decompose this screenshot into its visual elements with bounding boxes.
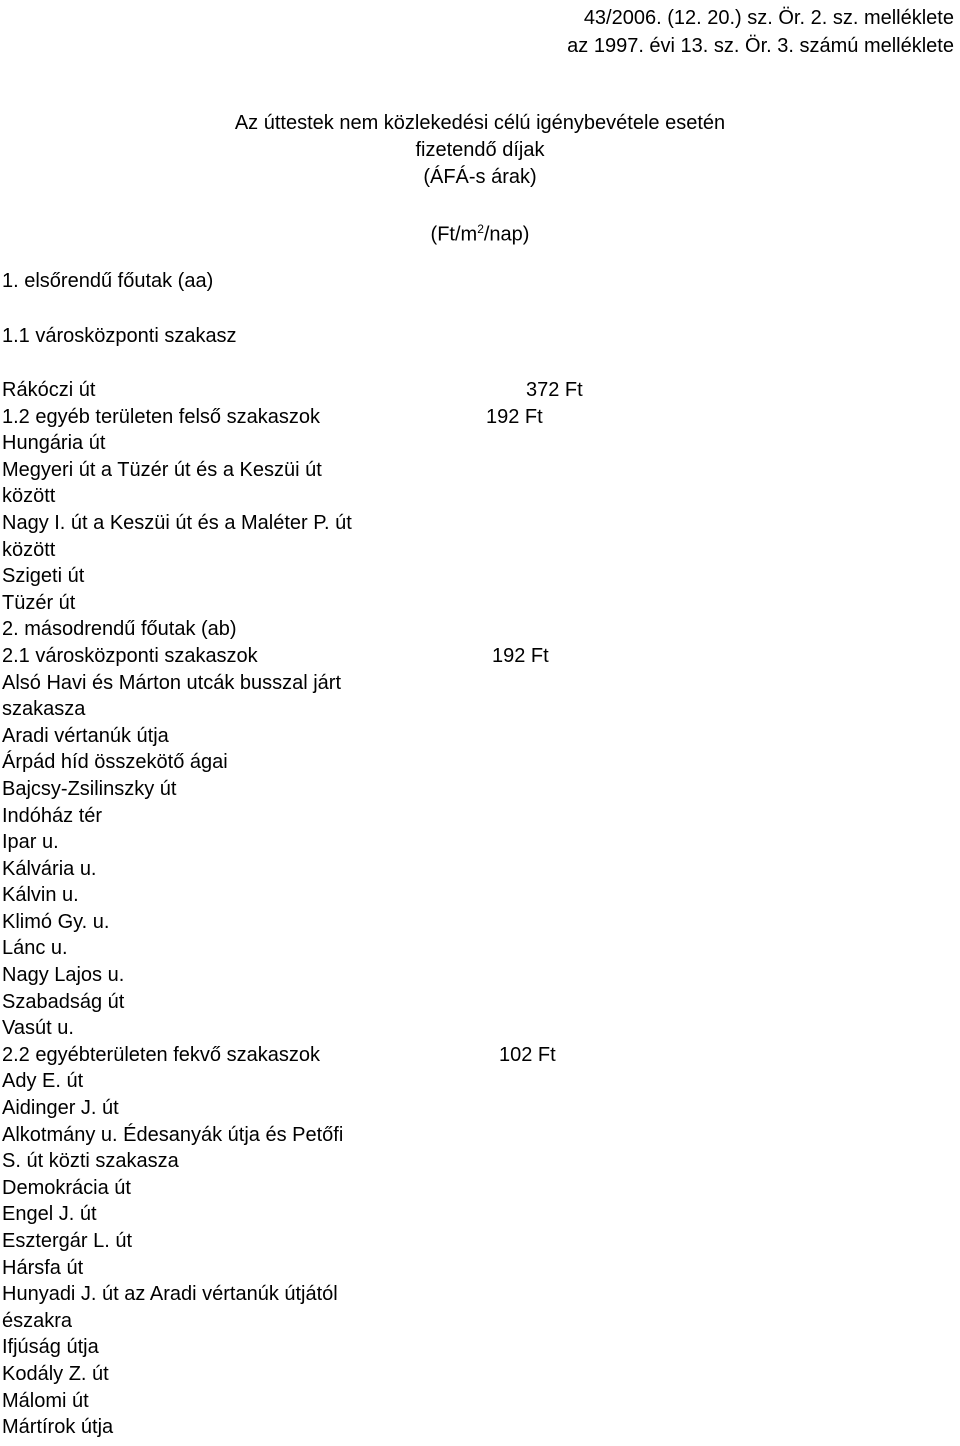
list-item (2, 749, 942, 776)
road-name: között (2, 538, 56, 561)
road-name: Engel J. út (2, 1203, 97, 1226)
road-name: Alsó Havi és Márton utcák busszal járt (2, 671, 342, 694)
list-item (2, 935, 942, 962)
list-item (2, 1095, 942, 1122)
list-item (2, 1068, 942, 1095)
section-heading-1: 1. elsőrendű főutak (aa) (2, 270, 214, 292)
list-item (2, 882, 942, 909)
road-name: Hungária út (2, 432, 106, 455)
list-item (2, 776, 942, 803)
document-title (0, 110, 960, 191)
title-line-3: (ÁFÁ-s árak) (423, 166, 537, 188)
road-name: Rákóczi út (2, 379, 96, 401)
road-name: Tüzér út (2, 591, 76, 614)
price-value: 192 Ft (492, 644, 549, 667)
road-name: S. út közti szakasza (2, 1150, 179, 1173)
list-item (2, 856, 942, 883)
list-item (2, 1361, 942, 1388)
list-item (2, 483, 942, 510)
list-item (2, 590, 942, 617)
road-name: Árpád híd összekötő ágai (2, 751, 228, 774)
road-name: között (2, 485, 56, 508)
list-item (2, 803, 942, 830)
list-item (2, 1122, 942, 1149)
road-name: Szigeti út (2, 565, 85, 588)
list-item (2, 1015, 942, 1042)
list-item (2, 1414, 942, 1441)
road-name: Szabadság út (2, 990, 125, 1013)
road-name: Bajcsy-Zsilinszky út (2, 777, 177, 800)
list-item (2, 1175, 942, 1202)
road-name: 2. másodrendű főutak (ab) (2, 618, 237, 641)
road-name: szakasza (2, 698, 86, 721)
list-item (2, 1228, 942, 1255)
road-name: Kálvin u. (2, 884, 79, 907)
road-name: Klimó Gy. u. (2, 910, 110, 933)
list-item (2, 1148, 942, 1175)
road-name: Ipar u. (2, 831, 59, 854)
road-name: Nagy I. út a Keszüi út és a Maléter P. út (2, 511, 352, 534)
road-name: Hunyadi J. út az Aradi vértanúk útjától (2, 1283, 338, 1306)
list-item (2, 404, 942, 431)
price-value: 192 Ft (486, 405, 543, 428)
list-item (2, 696, 942, 723)
list-item (2, 1281, 942, 1308)
list-item (2, 1201, 942, 1228)
road-name: Kálvária u. (2, 857, 97, 880)
road-name: Aradi vértanúk útja (2, 724, 169, 747)
list-item (2, 1255, 942, 1282)
road-name: 2.2 egyébterületen fekvő szakaszok (2, 1043, 320, 1066)
road-name: Esztergár L. út (2, 1230, 133, 1252)
road-price-list (2, 377, 942, 1441)
list-item (2, 616, 942, 643)
road-name: Lánc u. (2, 937, 68, 960)
list-item (2, 537, 942, 564)
reference-line-1: 43/2006. (12. 20.) sz. Ör. 2. sz. melléklete (583, 7, 954, 29)
list-item (2, 909, 942, 936)
list-item (2, 563, 942, 590)
road-name: északra (2, 1309, 73, 1332)
list-item (2, 1042, 942, 1069)
title-line-1: Az úttestek nem közlekedési célú igénybevétele esetén (234, 112, 726, 134)
unit-label: $(Ft/m^2/nap)$ (430, 222, 530, 246)
road-name: Hársfa út (2, 1256, 84, 1279)
list-item (2, 670, 942, 697)
list-item (2, 829, 942, 856)
road-name: Aidinger J. út (2, 1097, 119, 1120)
road-name: Megyeri út a Tüzér út és a Keszüi út (2, 458, 322, 481)
road-name: Kodály Z. út (2, 1362, 109, 1385)
document-reference (567, 4, 954, 60)
section-heading-1-1: 1.1 városközponti szakasz (2, 325, 237, 347)
road-name: Málomi út (2, 1389, 89, 1412)
road-name: Vasút u. (2, 1017, 74, 1040)
road-name: Mártírok útja (2, 1416, 114, 1439)
list-item (2, 430, 942, 457)
price-value: 372 Ft (526, 379, 583, 401)
road-name: Indóház tér (2, 804, 103, 827)
list-item (2, 457, 942, 484)
road-name: Alkotmány u. Édesanyák útja és Petőfi (2, 1123, 344, 1146)
list-item (2, 989, 942, 1016)
list-item (2, 510, 942, 537)
road-name: Ifjúság útja (2, 1336, 99, 1359)
list-item (2, 1308, 942, 1335)
list-item (2, 962, 942, 989)
list-item (2, 643, 942, 670)
list-item (2, 723, 942, 750)
reference-line-2: az 1997. évi 13. sz. Ör. 3. számú melléklete (567, 35, 954, 57)
road-name: 2.1 városközponti szakaszok (2, 644, 258, 667)
road-name: Ady E. út (2, 1070, 84, 1093)
road-name: Nagy Lajos u. (2, 964, 125, 987)
road-name: Demokrácia út (2, 1176, 131, 1199)
list-item (2, 1388, 942, 1415)
price-value: 102 Ft (499, 1043, 556, 1066)
road-name: 1.2 egyéb területen felső szakaszok (2, 405, 320, 428)
list-item (2, 377, 942, 404)
list-item (2, 1334, 942, 1361)
title-line-2: fizetendő díjak (415, 139, 545, 161)
